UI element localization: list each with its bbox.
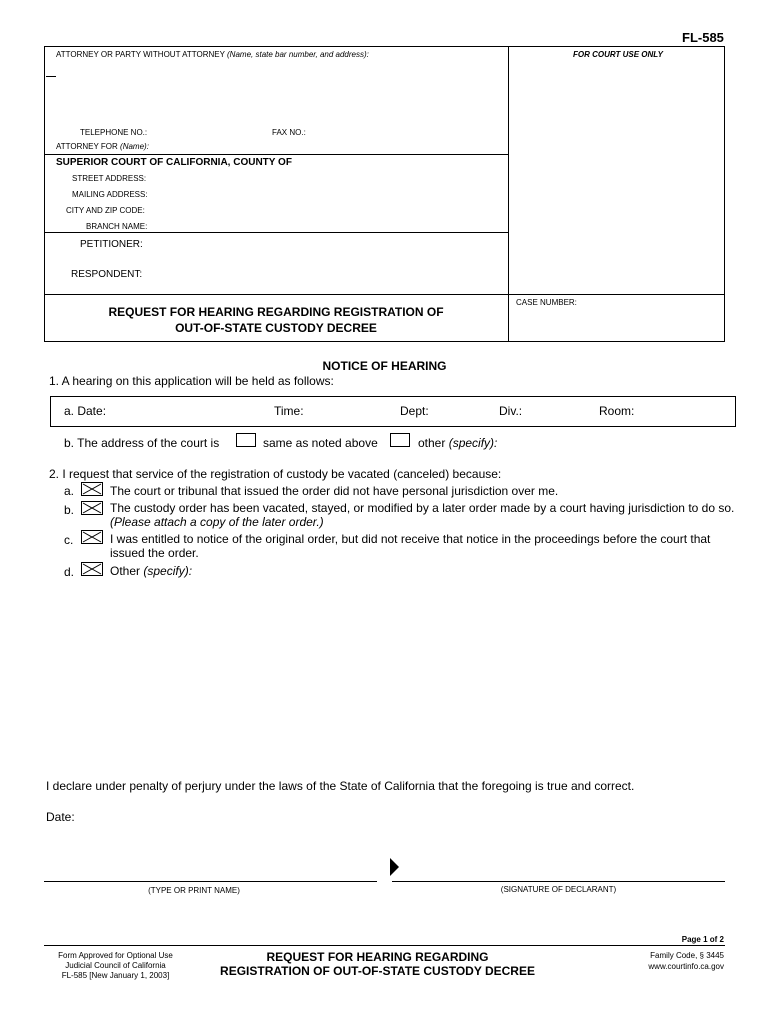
attorney-label (56, 50, 369, 59)
signature-label: (SIGNATURE OF DECLARANT) (500, 885, 617, 894)
footer-title-line-2: REGISTRATION OF OUT-OF-STATE CUSTODY DECREE (220, 964, 535, 978)
reason-d-text (110, 564, 192, 578)
reason-a-letter: a. (64, 484, 75, 498)
hearing-time-label: Time: (274, 404, 304, 418)
reason-a-checkbox[interactable] (81, 482, 103, 496)
request-item-2: 2. I request that service of the registration of custody be vacated (canceled) because: (49, 467, 502, 481)
page-number: Page 1 of 2 (681, 935, 724, 944)
reason-b-note: (Please attach a copy of the later order.) (110, 515, 324, 529)
other-address-text: other (418, 436, 446, 450)
reason-b-letter: b. (64, 503, 75, 517)
reason-c-checkbox[interactable] (81, 530, 103, 544)
caption-tick (46, 76, 56, 77)
checkbox-x-icon (82, 531, 102, 543)
notice-heading: NOTICE OF HEARING (322, 359, 447, 373)
caption-bottom-border (44, 341, 725, 342)
hearing-item-1: 1. A hearing on this application will be held as follows: (49, 374, 334, 388)
petitioner-label: PETITIONER: (80, 239, 143, 250)
footer-reference (600, 950, 724, 972)
telephone-label: TELEPHONE NO.: (80, 128, 148, 137)
checkbox-x-icon (82, 483, 102, 495)
fax-label: FAX NO.: (272, 128, 306, 137)
declaration-text: I declare under penalty of perjury under the laws of the State of California that the foregoing is true and correct. (46, 779, 635, 793)
reason-d-other: Other (110, 564, 141, 578)
caption-divider-1 (44, 154, 509, 155)
attorney-label-hint: (Name, state bar number, and address): (227, 50, 369, 59)
hearing-div-label: Div.: (499, 404, 523, 418)
respondent-label: RESPONDENT: (71, 269, 143, 280)
footer-approval-line-2: Judicial Council of California (65, 961, 166, 970)
caption-divider-2 (44, 232, 509, 233)
same-as-noted-checkbox[interactable] (236, 433, 256, 447)
caption-left-border (44, 46, 45, 342)
footer-approval-line-1: Form Approved for Optional Use (58, 951, 173, 960)
hearing-date-label: a. Date: (64, 404, 107, 418)
form-title-line-2: OUT-OF-STATE CUSTODY DECREE (175, 321, 377, 335)
same-as-noted-label: same as noted above (263, 436, 378, 450)
reason-d-specify: (specify): (143, 564, 193, 578)
other-address-checkbox[interactable] (390, 433, 410, 447)
footer-title-line-1: REQUEST FOR HEARING REGARDING (266, 950, 489, 964)
hearing-dept-label: Dept: (400, 404, 429, 418)
caption-divider-3 (44, 294, 725, 295)
signature-line[interactable] (392, 881, 725, 882)
signature-arrow-icon (390, 858, 399, 876)
attorney-label-text: ATTORNEY OR PARTY WITHOUT ATTORNEY (56, 50, 225, 59)
form-number: FL-585 (682, 30, 724, 45)
printed-name-label: (TYPE OR PRINT NAME) (148, 886, 240, 895)
reason-b-checkbox[interactable] (81, 501, 103, 515)
caption-right-border (724, 46, 725, 342)
footer-approval-line-3: FL-585 [New January 1, 2003] (61, 971, 170, 980)
form-title-line-1: REQUEST FOR HEARING REGARDING REGISTRATION OF (108, 305, 444, 319)
footer-family-code: Family Code, § 3445 (650, 951, 724, 960)
court-address-label: b. The address of the court is (64, 436, 220, 450)
reason-b-text: The custody order has been vacated, stayed, or modified by a later order made by a court having jurisdiction to do so. (110, 501, 735, 515)
caption-column-divider (508, 46, 509, 342)
court-title: SUPERIOR COURT OF CALIFORNIA, COUNTY OF (56, 157, 292, 168)
checkbox-x-icon (82, 502, 102, 514)
street-address-label: STREET ADDRESS: (72, 174, 147, 183)
reason-c-letter: c. (64, 533, 74, 547)
reason-c-text-2: issued the order. (110, 546, 199, 560)
reason-c-text-1: I was entitled to notice of the original order, but did not receive that notice in the proceedings before the court that (110, 532, 711, 546)
printed-name-line[interactable] (44, 881, 377, 882)
caption-top-border (44, 46, 725, 47)
reason-d-letter: d. (64, 565, 75, 579)
other-address-label (418, 436, 497, 450)
reason-d-checkbox[interactable] (81, 562, 103, 576)
footer-title (190, 950, 565, 978)
footer-website-link[interactable]: www.courtinfo.ca.gov (648, 962, 724, 971)
declaration-date-label: Date: (46, 810, 75, 824)
court-use-label: FOR COURT USE ONLY (573, 50, 663, 59)
attorney-for-hint: (Name): (120, 142, 149, 151)
checkbox-x-icon (82, 563, 102, 575)
reason-a-text: The court or tribunal that issued the order did not have personal jurisdiction over me. (110, 484, 559, 498)
attorney-for-text: ATTORNEY FOR (56, 142, 118, 151)
branch-name-label: BRANCH NAME: (86, 222, 148, 231)
footer-approval (44, 951, 187, 981)
hearing-room-label: Room: (599, 404, 635, 418)
attorney-for-label (56, 142, 149, 151)
mailing-address-label: MAILING ADDRESS: (72, 190, 148, 199)
form-title (44, 304, 508, 336)
city-zip-label: CITY AND ZIP CODE: (66, 206, 145, 215)
case-number-label: CASE NUMBER: (516, 298, 577, 307)
other-address-specify: (specify): (448, 436, 498, 450)
footer-rule (44, 945, 725, 946)
